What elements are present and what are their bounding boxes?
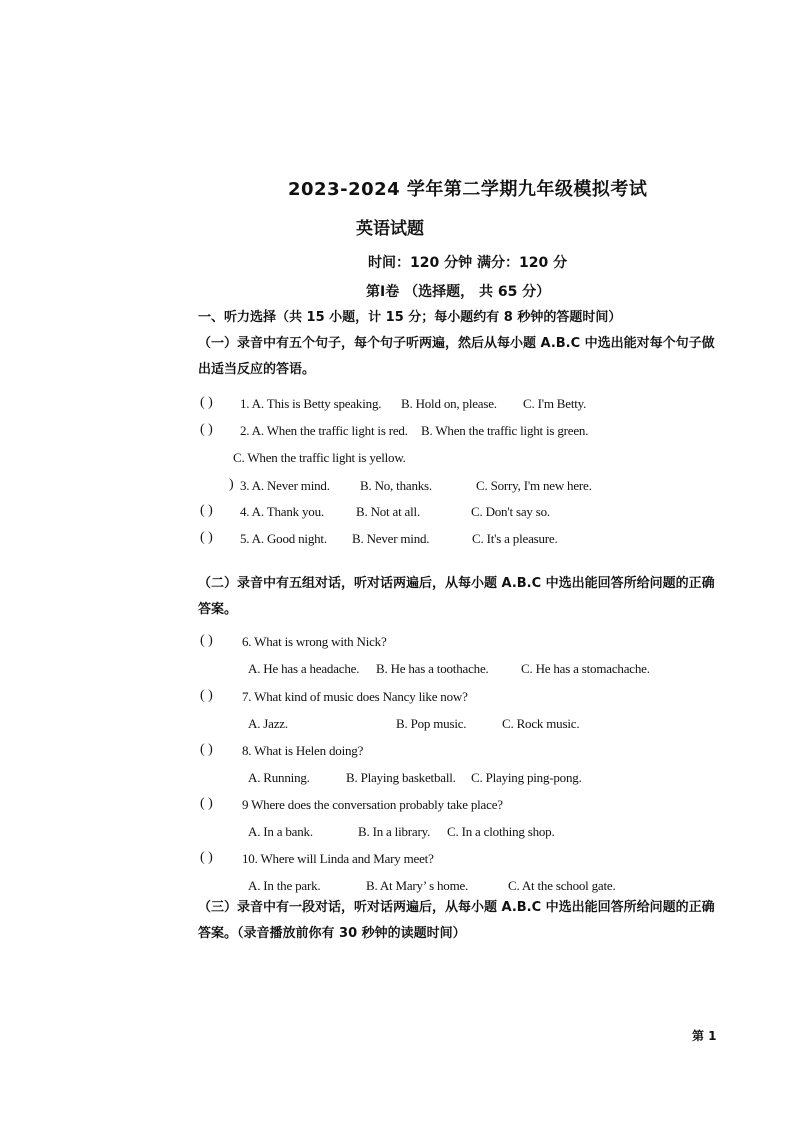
option-c: C. I'm Betty. [523, 396, 587, 411]
option-c: C. Sorry, I'm new here. [476, 478, 592, 493]
question-stem: 8. What is Helen doing? [242, 743, 364, 758]
question-stem: 2. A. When the traffic light is red. [240, 423, 408, 438]
part1-instruction-line2: 出适当反应的答语。 [198, 362, 316, 377]
answer-blank[interactable]: ( ) [200, 796, 213, 811]
question-stem: 4. A. Thank you. [240, 504, 324, 519]
answer-blank[interactable]: ( ) [200, 395, 213, 410]
answer-blank[interactable]: ( ) [200, 503, 213, 518]
page-number: 第 1 [692, 1029, 717, 1043]
option-b: B. Not at all. [356, 504, 420, 519]
option-b: B. When the traffic light is green. [421, 423, 589, 438]
question-stem: 3. A. Never mind. [240, 478, 330, 493]
option-c: C. Don't say so. [471, 504, 550, 519]
time-info: 时间：120 分钟 满分：120 分 [368, 255, 568, 271]
option-c: C. He has a stomachache. [521, 661, 650, 676]
exam-title: 2023-2024 学年第二学期九年级模拟考试 [288, 179, 648, 200]
question-stem: 5. A. Good night. [240, 531, 327, 546]
part2-instruction-line1: （二）录音中有五组对话，听对话两遍后，从每小题 A.B.C 中选出能回答所给问题的正确 [198, 576, 715, 591]
option-b: B. At Mary’ s home. [366, 878, 469, 893]
answer-blank[interactable]: ( ) [200, 422, 213, 437]
option-b: B. Pop music. [396, 716, 467, 731]
section-heading: 一、听力选择（共 15 小题，计 15 分；每小题约有 8 秒钟的答题时间） [198, 310, 622, 325]
part3-instruction-line2: 答案。（录音播放前你有 30 秒钟的读题时间） [198, 926, 466, 941]
option-c: C. Playing ping-pong. [471, 770, 582, 785]
answer-blank[interactable]: ) [229, 477, 234, 492]
option-a: A. He has a headache. [248, 661, 360, 676]
answer-blank[interactable]: ( ) [200, 688, 213, 703]
option-c: C. It's a pleasure. [472, 531, 558, 546]
question-stem: 1. A. This is Betty speaking. [240, 396, 382, 411]
option-c: C. In a clothing shop. [447, 824, 555, 839]
option-b: B. No, thanks. [360, 478, 432, 493]
part1-instruction-line1: （一）录音中有五个句子，每个句子听两遍，然后从每小题 A.B.C 中选出能对每个句子做 [198, 336, 715, 351]
option-c: C. Rock music. [502, 716, 580, 731]
option-b: B. Never mind. [352, 531, 430, 546]
question-stem: 9 Where does the conversation probably take place? [242, 797, 503, 812]
question-stem: 6. What is wrong with Nick? [242, 634, 387, 649]
option-c: C. At the school gate. [508, 878, 616, 893]
option-c: C. When the traffic light is yellow. [233, 450, 406, 465]
question-stem: 10. Where will Linda and Mary meet? [242, 851, 434, 866]
option-b: B. Hold on, please. [401, 396, 497, 411]
option-a: A. Running. [248, 770, 310, 785]
option-a: A. In a bank. [248, 824, 313, 839]
part3-instruction-line1: （三）录音中有一段对话，听对话两遍后，从每小题 A.B.C 中选出能回答所给问题的正确 [198, 900, 715, 915]
volume-label: 第Ⅰ卷 （选择题， 共 65 分） [366, 284, 551, 300]
answer-blank[interactable]: ( ) [200, 850, 213, 865]
part2-instruction-line2: 答案。 [198, 602, 238, 617]
option-a: A. Jazz. [248, 716, 288, 731]
answer-blank[interactable]: ( ) [200, 633, 213, 648]
answer-blank[interactable]: ( ) [200, 530, 213, 545]
option-b: B. Playing basketball. [346, 770, 456, 785]
option-b: B. He has a toothache. [376, 661, 489, 676]
option-a: A. In the park. [248, 878, 321, 893]
question-stem: 7. What kind of music does Nancy like now? [242, 689, 468, 704]
answer-blank[interactable]: ( ) [200, 742, 213, 757]
option-b: B. In a library. [358, 824, 431, 839]
subject-title: 英语试题 [356, 219, 424, 239]
